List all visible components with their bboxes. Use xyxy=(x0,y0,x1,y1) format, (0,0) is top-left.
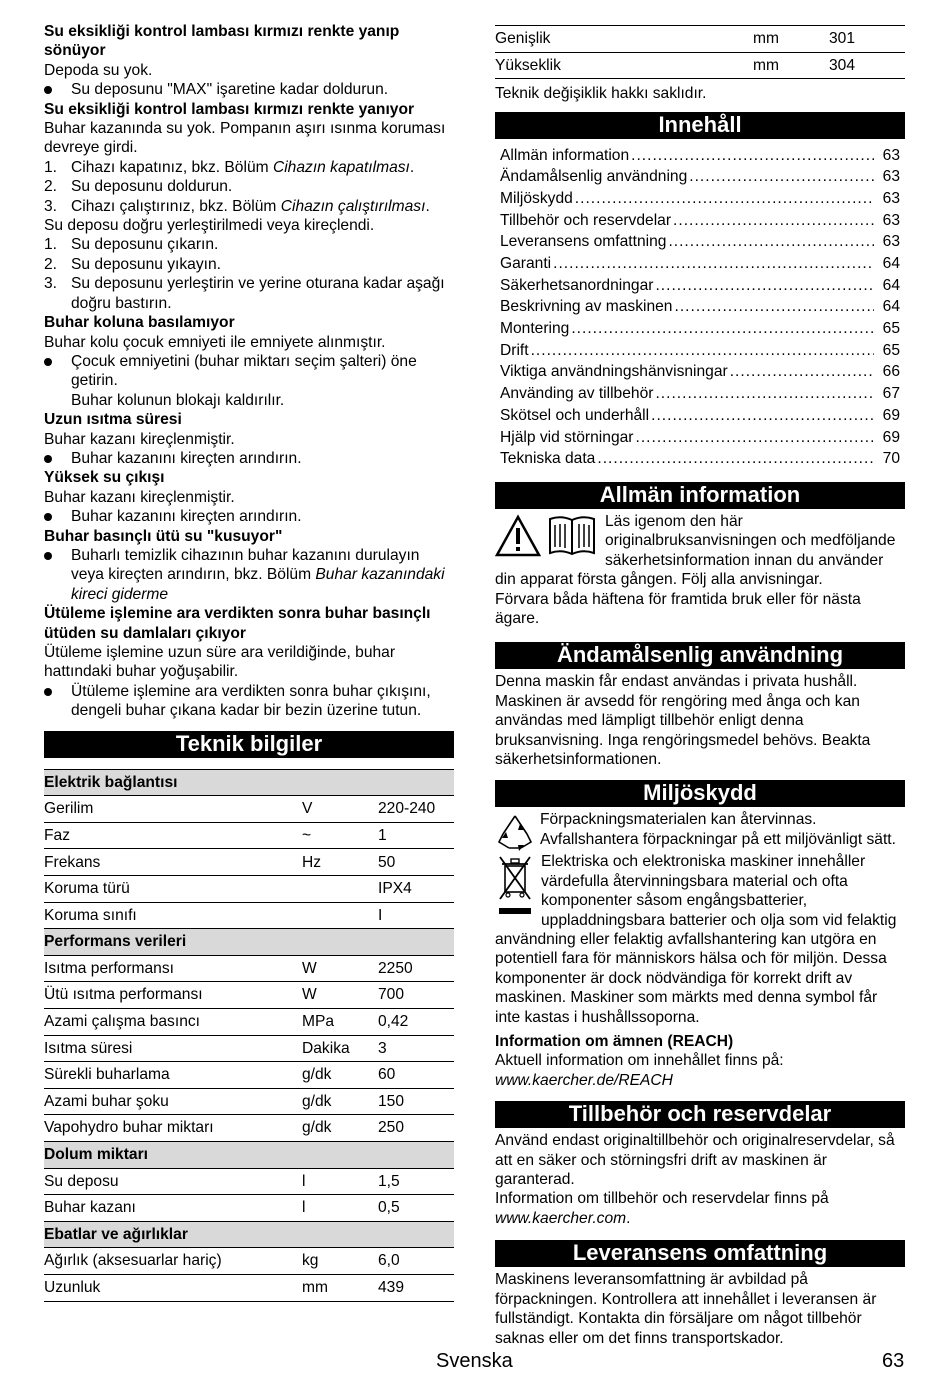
spec-value: 150 xyxy=(378,1088,454,1115)
toc-entry-page: 63 xyxy=(882,146,900,164)
toc-leader-dots xyxy=(655,383,874,405)
result-text: Buhar kolunun blokajı kaldırılır. xyxy=(71,391,285,409)
toc-entry-page: 70 xyxy=(882,450,900,468)
spec-value: 700 xyxy=(378,982,454,1009)
toc-leader-dots xyxy=(668,231,874,253)
toc-entry-page: 64 xyxy=(882,255,900,273)
spec-value: 0,42 xyxy=(378,1008,454,1035)
spec-value: 220-240 xyxy=(378,796,454,823)
spec-value: 304 xyxy=(829,52,905,79)
spec-attribute: Faz xyxy=(44,822,302,849)
spec-value: 6,0 xyxy=(378,1248,454,1275)
toc-entry-title: Viktiga användningshänvisningar xyxy=(500,363,728,381)
spec-attribute: Genişlik xyxy=(495,26,753,53)
spec-value: 3 xyxy=(378,1035,454,1062)
toc-leader-dots xyxy=(651,405,874,427)
toc-entry[interactable] xyxy=(500,383,900,405)
spec-unit: W xyxy=(302,982,378,1009)
toc-leader-dots xyxy=(531,340,874,362)
spec-unit: V xyxy=(302,796,378,823)
toc-entry[interactable] xyxy=(500,296,900,318)
weee-block: Elektriska och elektroniska maskiner innehåller värdefulla återvinningsbara material och ofta komponenter såsom engångsbatterier, uppladdningsbara batterier och olja som vid felaktig användning eller felaktig avfallshantering kan utgöra en potentiell fara för människors hälsa och för miljön. Dessa komponenter är dock nödvändiga för korrekt drift av maskinen. Maskiner som märkts med denna symbol får inte kastas i hushållssoporna. xyxy=(495,853,897,1026)
step-item: 3. Su deposunu yerleştirin ve yerine oturana kadar aşağı doğru bastırın. xyxy=(44,275,445,312)
spec-unit: Dakika xyxy=(302,1035,378,1062)
toc-leader-dots xyxy=(730,361,874,383)
spec-unit: kg xyxy=(302,1248,378,1275)
spec-unit: Hz xyxy=(302,849,378,876)
spec-attribute: Uzunluk xyxy=(44,1274,302,1301)
technical-data-table xyxy=(44,769,454,1302)
general-info-block: Läs igenom den här originalbruksanvisningen och medföljande säkerhetsinformation innan du använder din apparat första gången. Följ alla anvisningar. Förvara båda häftena för framtida bruk eller för nästa ägare. xyxy=(495,512,905,628)
section-title-contents: Innehåll xyxy=(495,112,905,139)
recycling-icon xyxy=(497,812,533,852)
remedy-bullet: Ütüleme işlemine ara verdikten sonra buhar çıkışını, dengeli buhar çıkana kadar bir bezin üzerine tutun. xyxy=(44,682,454,721)
spec-attribute: Isıtma süresi xyxy=(44,1035,302,1062)
cause-text: Buhar kazanı kireçlenmiştir. xyxy=(44,430,235,448)
toc-leader-dots xyxy=(674,296,874,318)
toc-entry-page: 69 xyxy=(882,428,900,446)
toc-entry-page: 63 xyxy=(882,211,900,229)
spec-attribute: Ağırlık (aksesuarlar hariç) xyxy=(44,1248,302,1275)
spec-value: 439 xyxy=(378,1274,454,1301)
remedy-bullet: Buhar kazanını kireçten arındırın. xyxy=(44,507,454,526)
toc-leader-dots xyxy=(631,145,874,167)
toc-entry-page: 64 xyxy=(882,276,900,294)
spec-attribute: Yükseklik xyxy=(495,52,753,79)
toc-entry-title: Hjälp vid störningar xyxy=(500,428,634,446)
toc-entry[interactable] xyxy=(500,275,900,297)
toc-entry-title: Montering xyxy=(500,320,570,338)
crossed-bin-icon xyxy=(497,854,533,918)
spec-value: IPX4 xyxy=(378,876,454,903)
cause-text: Su deposu doğru yerleştirilmedi veya kireçlendi. xyxy=(44,217,375,235)
reach-text: Aktuell information om innehållet finns på: www.kaercher.de/REACH xyxy=(495,1052,784,1089)
spec-row xyxy=(44,902,454,929)
remedy-bullet: Çocuk emniyetini (buhar miktarı seçim şalteri) öne getirin. xyxy=(44,352,454,391)
spec-attribute: Koruma sınıfı xyxy=(44,902,302,929)
spec-unit xyxy=(302,902,378,929)
remedy-bullet: Buharlı temizlik cihazının buhar kazanını durulayın veya kireçten arındırın, bkz. Bölüm Buhar kazanındaki kireci giderme xyxy=(44,546,454,604)
step-item: 2. Su deposunu yıkayın. xyxy=(44,255,221,273)
spec-row xyxy=(44,1274,454,1301)
spec-attribute: Frekans xyxy=(44,849,302,876)
spec-unit: mm xyxy=(753,26,829,53)
left-column xyxy=(44,22,454,1302)
intended-use-text: Denna maskin får endast användas i privata hushåll. Maskinen är avsedd för rengöring med ånga och kan användas med lämpligt tillbehör enligt denna bruksanvisning. Inga rengöringsmedel behövs. Beakta säkerhetsinformationen. xyxy=(495,673,871,768)
toc-entry[interactable] xyxy=(500,188,900,210)
warning-icon xyxy=(495,514,541,558)
step-item: 1. Su deposunu çıkarın. xyxy=(44,236,219,254)
spec-unit: mm xyxy=(753,52,829,79)
spec-group-label: Dolum miktarı xyxy=(44,1141,454,1168)
spec-unit: l xyxy=(302,1195,378,1222)
scope-of-delivery-text: Maskinens leveransomfattning är avbildad på förpackningen. Kontrollera att innehållet i leveransen är fullständigt. Kontakta din försäljare om något tillbehör saknas eller om det finns transportskador. xyxy=(495,1271,877,1347)
cause-text: Buhar kazanı kireçlenmiştir. xyxy=(44,488,235,506)
cause-text: Ütüleme işlemine uzun süre ara verildiğinde, buhar hattındaki buhar yoğuşabilir. xyxy=(44,644,396,681)
spec-row xyxy=(44,1248,454,1275)
toc-entry-title: Garanti xyxy=(500,255,552,273)
toc-leader-dots xyxy=(571,318,874,340)
toc-leader-dots xyxy=(635,427,874,449)
cause-text: Buhar kazanında su yok. Pompanın aşırı ısınma koruması devreye girdi. xyxy=(44,120,446,157)
spec-row xyxy=(44,1008,454,1035)
toc-entry-title: Tillbehör och reservdelar xyxy=(500,211,672,229)
toc-entry[interactable] xyxy=(500,448,900,470)
toc-leader-dots xyxy=(673,210,874,232)
spec-note: Teknik değişiklik hakkı saklıdır. xyxy=(495,85,707,103)
toc-entry[interactable] xyxy=(500,231,900,253)
spec-unit: ~ xyxy=(302,822,378,849)
toc-leader-dots xyxy=(689,166,874,188)
toc-entry[interactable] xyxy=(500,405,900,427)
toc-entry-page: 63 xyxy=(882,189,900,207)
spec-value: 2250 xyxy=(378,955,454,982)
storage-note: Förvara båda häftena för framtida bruk eller för nästa ägare. xyxy=(495,590,861,627)
spec-row xyxy=(44,1088,454,1115)
troubleshoot-heading: Su eksikliği kontrol lambası kırmızı renkte yanıp sönüyor xyxy=(44,23,400,60)
spec-group-row xyxy=(44,1221,454,1248)
spec-attribute: Azami buhar şoku xyxy=(44,1088,302,1115)
spec-attribute: Ütü ısıtma performansı xyxy=(44,982,302,1009)
spec-group-label: Performans verileri xyxy=(44,929,454,956)
spec-unit: g/dk xyxy=(302,1115,378,1142)
section-title-general: Allmän information xyxy=(495,482,905,509)
spec-unit: l xyxy=(302,1168,378,1195)
section-title-technical-data: Teknik bilgiler xyxy=(44,731,454,758)
spec-row xyxy=(495,26,905,53)
toc-entry-title: Använding av tillbehör xyxy=(500,385,654,403)
table-of-contents xyxy=(495,142,905,470)
toc-entry[interactable] xyxy=(500,340,900,362)
toc-entry-title: Tekniska data xyxy=(500,450,596,468)
toc-entry-title: Skötsel och underhåll xyxy=(500,406,650,424)
spec-attribute: Koruma türü xyxy=(44,876,302,903)
spec-group-row xyxy=(44,1141,454,1168)
step-item: 1. Cihazı kapatınız, bkz. Bölüm Cihazın kapatılması. xyxy=(44,158,415,176)
spec-unit: mm xyxy=(302,1274,378,1301)
spec-value: 50 xyxy=(378,849,454,876)
spec-row xyxy=(44,1195,454,1222)
spec-group-row xyxy=(44,929,454,956)
toc-leader-dots xyxy=(575,188,874,210)
spec-row xyxy=(44,1062,454,1089)
right-column xyxy=(495,25,905,1348)
section-title-environment: Miljöskydd xyxy=(495,780,905,807)
spec-unit xyxy=(302,876,378,903)
toc-entry-title: Allmän information xyxy=(500,146,630,164)
spec-attribute: Azami çalışma basıncı xyxy=(44,1008,302,1035)
remedy-bullet: Su deposunu "MAX" işaretine kadar doldurun. xyxy=(44,80,454,99)
troubleshoot-heading: Buhar basınçlı ütü su "kusuyor" xyxy=(44,527,283,545)
spec-row xyxy=(44,822,454,849)
step-item: 2. Su deposunu doldurun. xyxy=(44,178,233,196)
toc-entry-title: Miljöskydd xyxy=(500,189,573,207)
troubleshoot-heading: Ütüleme işlemine ara verdikten sonra buhar basınçlı ütüden su damlaları çıkıyor xyxy=(44,605,431,642)
spec-unit: W xyxy=(302,955,378,982)
reach-heading: Information om ämnen (REACH) xyxy=(495,1033,734,1051)
spec-value: 301 xyxy=(829,26,905,53)
spec-value: 0,5 xyxy=(378,1195,454,1222)
spec-row xyxy=(44,876,454,903)
section-title-scope-of-delivery: Leveransens omfattning xyxy=(495,1240,905,1267)
spec-attribute: Vapohydro buhar miktarı xyxy=(44,1115,302,1142)
toc-entry-title: Leveransens omfattning xyxy=(500,233,667,251)
footer-page-number: 63 xyxy=(882,1350,905,1372)
spec-row xyxy=(44,1115,454,1142)
toc-entry[interactable] xyxy=(500,427,900,449)
toc-entry-title: Säkerhetsanordningar xyxy=(500,276,654,294)
toc-leader-dots xyxy=(655,275,874,297)
spec-row xyxy=(495,52,905,79)
spec-attribute: Sürekli buharlama xyxy=(44,1062,302,1089)
toc-entry[interactable] xyxy=(500,210,900,232)
toc-entry-page: 69 xyxy=(882,406,900,424)
spec-value: 1 xyxy=(378,822,454,849)
spec-unit: g/dk xyxy=(302,1062,378,1089)
spec-unit: MPa xyxy=(302,1008,378,1035)
spec-row xyxy=(44,849,454,876)
spec-row xyxy=(44,955,454,982)
spec-group-row xyxy=(44,769,454,796)
remedy-bullet: Buhar kazanını kireçten arındırın. xyxy=(44,449,454,468)
step-item: 3. Cihazı çalıştırınız, bkz. Bölüm Cihazın çalıştırılması. xyxy=(44,197,430,215)
manual-book-icon xyxy=(547,514,597,558)
toc-entry-page: 63 xyxy=(882,233,900,251)
toc-entry-title: Ändamålsenlig användning xyxy=(500,168,688,186)
accessories-link-text: Information om tillbehör och reservdelar finns på www.kaercher.com. xyxy=(495,1190,829,1227)
cause-text: Buhar kolu çocuk emniyeti ile emniyete alınmıştır. xyxy=(44,333,386,351)
troubleshoot-heading: Yüksek su çıkışı xyxy=(44,469,165,487)
technical-data-table-continued xyxy=(495,25,905,79)
spec-group-label: Elektrik bağlantısı xyxy=(44,769,454,796)
spec-attribute: Isıtma performansı xyxy=(44,955,302,982)
toc-entry-page: 66 xyxy=(882,363,900,381)
troubleshoot-heading: Uzun ısıtma süresi xyxy=(44,411,182,429)
spec-attribute: Buhar kazanı xyxy=(44,1195,302,1222)
spec-row xyxy=(44,1035,454,1062)
toc-leader-dots xyxy=(553,253,874,275)
recycling-block: Förpackningsmaterialen kan återvinnas. Avfallshantera förpackningar på ett miljövänligt sätt. xyxy=(495,810,905,849)
spec-value: 1,5 xyxy=(378,1168,454,1195)
spec-row xyxy=(44,796,454,823)
section-title-accessories: Tillbehör och reservdelar xyxy=(495,1101,905,1128)
section-title-intended-use: Ändamålsenlig användning xyxy=(495,642,905,669)
spec-attribute: Gerilim xyxy=(44,796,302,823)
spec-group-label: Ebatlar ve ağırlıklar xyxy=(44,1221,454,1248)
toc-entry-page: 65 xyxy=(882,341,900,359)
toc-entry-page: 64 xyxy=(882,298,900,316)
toc-entry-page: 65 xyxy=(882,320,900,338)
accessories-text: Använd endast originaltillbehör och originalreservdelar, så att en säker och störningsfri drift av maskinen är garanterad. xyxy=(495,1132,895,1189)
toc-entry-page: 63 xyxy=(882,168,900,186)
toc-entry-title: Drift xyxy=(500,341,529,359)
toc-entry[interactable] xyxy=(500,253,900,275)
toc-entry[interactable] xyxy=(500,361,900,383)
icon-group xyxy=(495,514,597,558)
toc-entry-page: 67 xyxy=(882,385,900,403)
toc-entry[interactable] xyxy=(500,145,900,167)
spec-attribute: Su deposu xyxy=(44,1168,302,1195)
cause-text: Depoda su yok. xyxy=(44,61,153,79)
spec-unit: g/dk xyxy=(302,1088,378,1115)
spec-value: 250 xyxy=(378,1115,454,1142)
troubleshoot-heading: Su eksikliği kontrol lambası kırmızı renkte yanıyor xyxy=(44,100,415,118)
toc-leader-dots xyxy=(597,448,874,470)
troubleshoot-heading: Buhar koluna basılamıyor xyxy=(44,314,235,332)
spec-value: I xyxy=(378,902,454,929)
spec-value: 60 xyxy=(378,1062,454,1089)
footer-language: Svenska xyxy=(436,1350,513,1372)
toc-entry[interactable] xyxy=(500,166,900,188)
spec-row xyxy=(44,1168,454,1195)
toc-entry-title: Beskrivning av maskinen xyxy=(500,298,673,316)
toc-entry[interactable] xyxy=(500,318,900,340)
spec-row xyxy=(44,982,454,1009)
